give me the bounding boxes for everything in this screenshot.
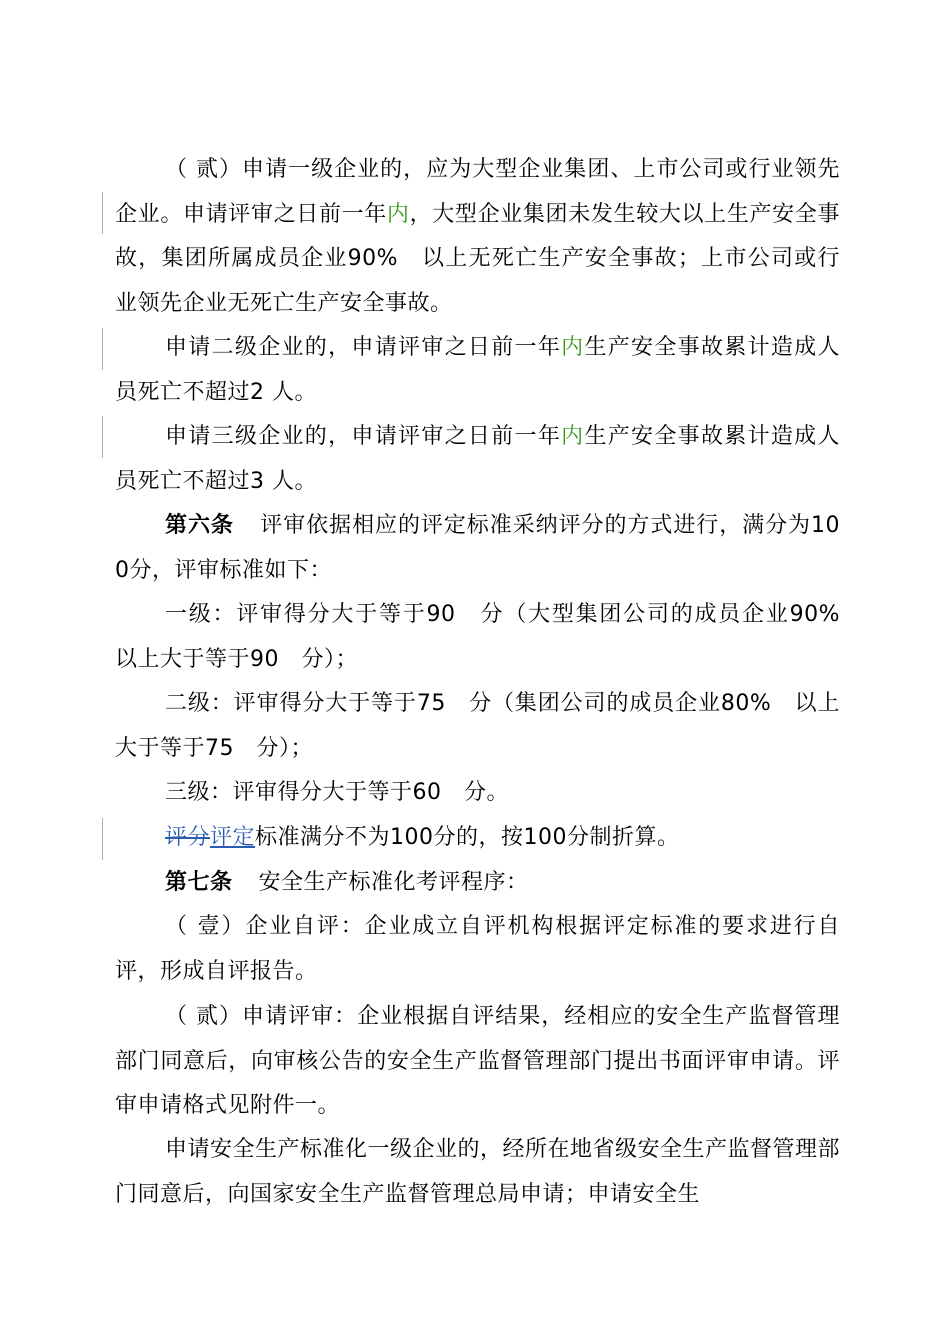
change-bar xyxy=(102,192,103,234)
change-bar xyxy=(102,328,103,370)
change-bar xyxy=(102,818,103,860)
paragraph-text: ，大型企业集团未发生较大以上生产安全事故，集团所属成员企业90% 以上无死亡生产安全事故；上市公司或行业领先企业无死亡生产安全事故。 xyxy=(115,201,840,316)
inserted-revision-text[interactable]: 评定 xyxy=(210,825,256,850)
tracked-change-text: 内 xyxy=(386,201,410,227)
change-bar xyxy=(102,416,103,458)
paragraph-text: 生产安全事故累计造成人员死亡不超过2 人。 xyxy=(115,335,840,405)
paragraph-text: 生产安全事故累计造成人员死亡不超过3 人。 xyxy=(115,424,840,494)
paragraph-level-one-requirements xyxy=(115,148,840,326)
tracked-change-text: 内 xyxy=(561,335,585,360)
application-step: （ 贰）申请评审：企业根据自评结果，经相应的安全生产监督管理部门同意后，向审核公告的安全生产监督管理部门提出书面评审申请。评审申请格式见附件一。 xyxy=(115,1004,840,1118)
grade-two-criteria: 二级：评审得分大于等于75 分（集团公司的成员企业80% 以上大于等于75 分）； xyxy=(115,691,840,761)
grade-one-criteria: 一级：评审得分大于等于90 分（大型集团公司的成员企业90% 以上大于等于90 分）； xyxy=(115,602,863,672)
article-seven xyxy=(115,861,840,906)
self-assessment-step: （ 壹）企业自评：企业成立自评机构根据评定标准的要求进行自评，形成自评报告。 xyxy=(115,914,840,984)
paragraph-text: 标准满分不为100分的，按100分制折算。 xyxy=(255,825,680,850)
tracked-change-text: 内 xyxy=(561,424,585,449)
deleted-revision-text[interactable]: 评分 xyxy=(165,825,211,850)
paragraph-text: 申请二级企业的，申请评审之日前一年 xyxy=(165,335,562,360)
article-heading: 第六条 xyxy=(165,513,234,538)
paragraph-text: （ 贰）申请一级企业的，应为大型企业集团、上市公司或行业领先企业。申请评审之日前一年 xyxy=(115,157,840,227)
paragraph-text: 安全生产标准化考评程序： xyxy=(258,870,529,895)
paragraph-level-three-requirements xyxy=(115,415,840,504)
article-heading: 第七条 xyxy=(165,870,233,895)
grade-three-criteria: 三级：评审得分大于等于60 分。 xyxy=(165,780,509,805)
paragraph-text: 评审依据相应的评定标准采纳评分的方式进行，满分为100分，评审标准如下： xyxy=(115,513,840,583)
paragraph-level-two-requirements xyxy=(115,326,840,415)
paragraph-text: 申请三级企业的，申请评审之日前一年 xyxy=(165,424,562,449)
level-one-application-paragraph: 申请安全生产标准化一级企业的，经所在地省级安全生产监督管理部门同意后，向国家安全生产监督管理总局申请；申请安全生 xyxy=(115,1137,841,1207)
score-conversion-note xyxy=(115,816,840,861)
article-six xyxy=(115,504,840,593)
